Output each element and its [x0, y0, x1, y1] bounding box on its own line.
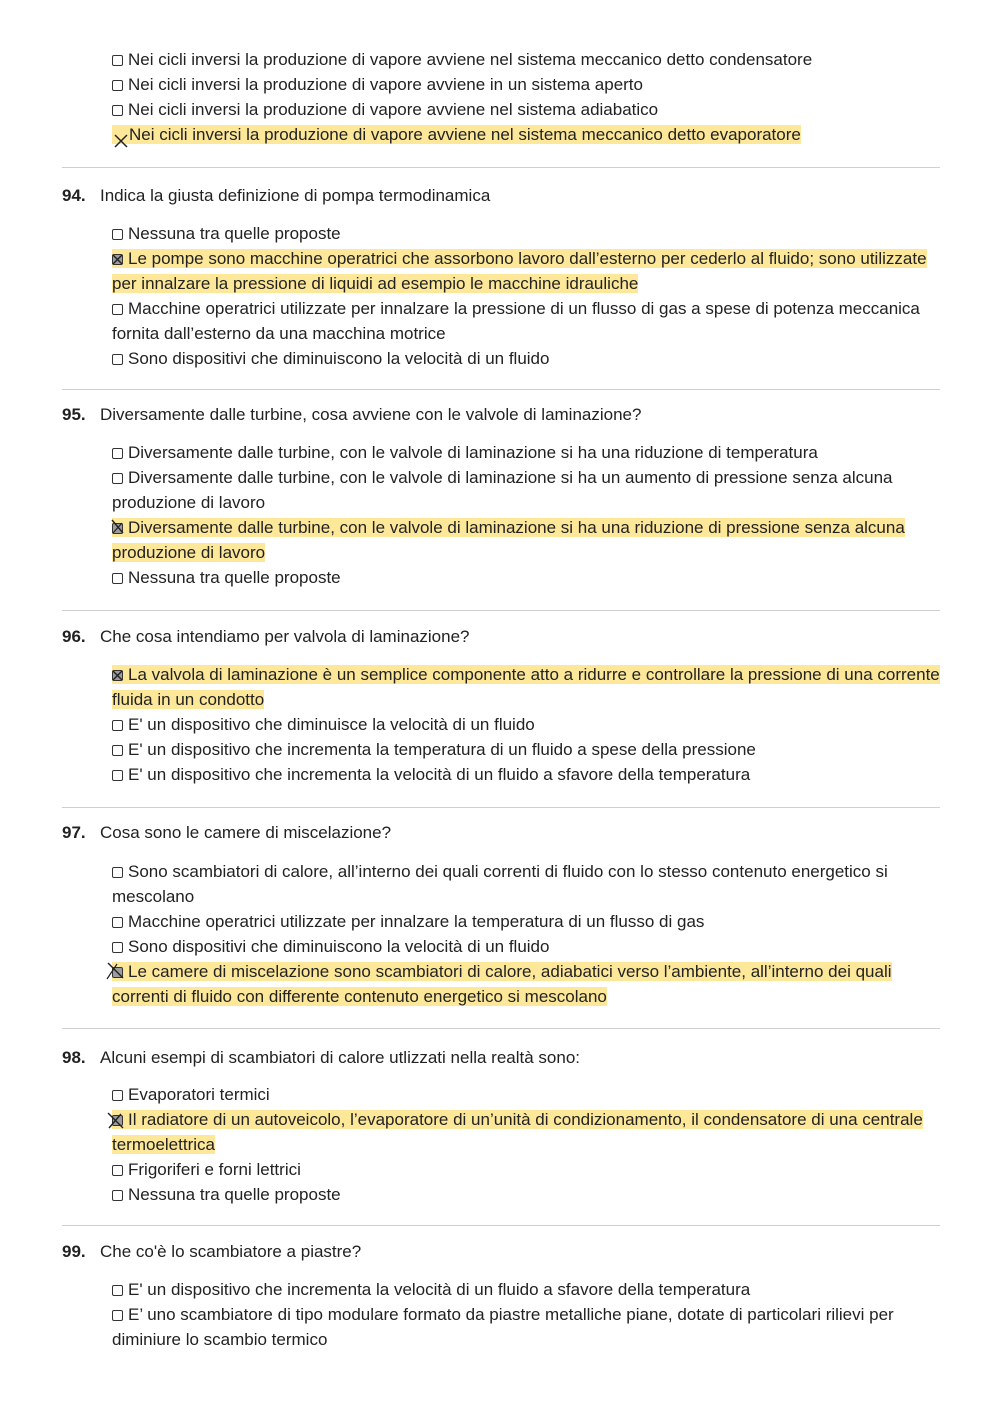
- question-text: Cosa sono le camere di miscelazione?: [100, 823, 392, 842]
- answer-option[interactable]: [112, 712, 942, 737]
- cross-mark-icon: [112, 128, 129, 145]
- option-text: E' un dispositivo che incrementa la velocità di un fluido a sfavore della temperatura: [128, 1280, 751, 1299]
- divider: [62, 807, 940, 808]
- answer-option[interactable]: [112, 97, 942, 122]
- checkbox-icon: [112, 354, 123, 365]
- checkbox-icon: [112, 229, 123, 240]
- divider: [62, 1028, 940, 1029]
- question-heading: [62, 822, 391, 844]
- checkbox-icon: [112, 720, 123, 731]
- checkbox-icon: [112, 304, 123, 315]
- checkbox-icon: [112, 1190, 123, 1201]
- question-number: 94.: [62, 186, 86, 205]
- option-text: Diversamente dalle turbine, con le valvole di laminazione si ha una riduzione di pressione senza alcuna produzione di lavoro: [112, 518, 905, 562]
- checkbox-icon: [112, 105, 123, 116]
- checkbox-icon: [112, 80, 123, 91]
- checkbox-icon: [112, 55, 123, 66]
- answer-option[interactable]: [112, 1182, 942, 1207]
- answer-option[interactable]: [112, 296, 942, 346]
- question-heading: [62, 1047, 580, 1069]
- checkbox-icon: [112, 448, 123, 459]
- option-text: Il radiatore di un autoveicolo, l’evaporatore di un’unità di condizionamento, il condensatore di una centrale termoelettrica: [112, 1110, 923, 1154]
- option-list: [112, 662, 942, 787]
- checkbox-icon: [112, 770, 123, 781]
- answer-option[interactable]: [112, 762, 942, 787]
- checkbox-icon: [112, 745, 123, 756]
- option-list: [112, 1082, 942, 1207]
- question-heading: [62, 185, 490, 207]
- selected-answer-option[interactable]: [112, 1107, 942, 1157]
- option-list: [112, 47, 942, 147]
- question-number: 95.: [62, 405, 86, 424]
- checkbox-icon: [112, 573, 123, 584]
- checkbox-icon: [112, 1310, 123, 1321]
- divider: [62, 1225, 940, 1226]
- selected-answer-option[interactable]: [112, 246, 942, 296]
- answer-option[interactable]: [112, 346, 942, 371]
- selected-answer-option[interactable]: [112, 122, 942, 147]
- option-text: Diversamente dalle turbine, con le valvole di laminazione si ha una riduzione di temperatura: [128, 443, 818, 462]
- divider: [62, 167, 940, 168]
- checked-box-icon: [112, 523, 123, 534]
- answer-option[interactable]: [112, 1302, 942, 1352]
- selected-answer-option[interactable]: [112, 959, 942, 1009]
- answer-option[interactable]: [112, 440, 942, 465]
- answer-option[interactable]: [112, 1277, 942, 1302]
- option-list: [112, 440, 942, 590]
- option-text: Diversamente dalle turbine, con le valvole di laminazione si ha un aumento di pressione senza alcuna produzione di lavoro: [112, 468, 893, 512]
- answer-option[interactable]: [112, 909, 942, 934]
- option-text: E' un dispositivo che incrementa la velocità di un fluido a sfavore della temperatura: [128, 765, 751, 784]
- option-text: Evaporatori termici: [128, 1085, 270, 1104]
- option-list: [112, 859, 942, 1009]
- answer-option[interactable]: [112, 565, 942, 590]
- answer-option[interactable]: [112, 465, 942, 515]
- answer-option[interactable]: [112, 72, 942, 97]
- option-text: E’ uno scambiatore di tipo modulare formato da piastre metalliche piane, dotate di particolari rilievi per diminiure lo scambio termico: [112, 1305, 894, 1349]
- option-text: Nei cicli inversi la produzione di vapore avviene nel sistema meccanico detto evaporatore: [129, 125, 801, 144]
- checkbox-icon: [112, 867, 123, 878]
- checked-box-icon: [112, 1115, 123, 1126]
- question-number: 98.: [62, 1048, 86, 1067]
- option-list: [112, 1277, 942, 1352]
- answer-option[interactable]: [112, 859, 942, 909]
- option-text: Nessuna tra quelle proposte: [128, 568, 341, 587]
- answer-option[interactable]: [112, 1082, 942, 1107]
- answer-option[interactable]: [112, 221, 942, 246]
- checked-box-icon: [112, 967, 123, 978]
- checkbox-icon: [112, 942, 123, 953]
- checked-box-icon: [112, 670, 123, 681]
- checkbox-icon: [112, 917, 123, 928]
- answer-option[interactable]: [112, 934, 942, 959]
- option-text: Nessuna tra quelle proposte: [128, 224, 341, 243]
- option-text: E' un dispositivo che incrementa la temperatura di un fluido a spese della pressione: [128, 740, 756, 759]
- question-heading: [62, 626, 470, 648]
- question-text: Che co'è lo scambiatore a piastre?: [100, 1242, 362, 1261]
- option-text: E' un dispositivo che diminuisce la velocità di un fluido: [128, 715, 535, 734]
- question-heading: [62, 1241, 361, 1263]
- question-text: Alcuni esempi di scambiatori di calore utlizzati nella realtà sono:: [100, 1048, 581, 1067]
- checkbox-icon: [112, 1285, 123, 1296]
- question-heading: [62, 404, 641, 426]
- option-text: Frigoriferi e forni lettrici: [128, 1160, 301, 1179]
- checkbox-icon: [112, 1165, 123, 1176]
- checkbox-icon: [112, 473, 123, 484]
- checkbox-icon: [112, 1090, 123, 1101]
- answer-option[interactable]: [112, 47, 942, 72]
- selected-answer-option[interactable]: [112, 662, 942, 712]
- option-text: Nei cicli inversi la produzione di vapore avviene nel sistema meccanico detto condensatore: [128, 50, 813, 69]
- question-number: 96.: [62, 627, 86, 646]
- question-text: Indica la giusta definizione di pompa termodinamica: [100, 186, 491, 205]
- question-text: Diversamente dalle turbine, cosa avviene con le valvole di laminazione?: [100, 405, 642, 424]
- option-text: Le pompe sono macchine operatrici che assorbono lavoro dall’esterno per cederlo al fluido; sono utilizzate per innalzare la pressione di liquidi ad esempio le macchine idrauliche: [112, 249, 927, 293]
- option-text: Sono dispositivi che diminuiscono la velocità di un fluido: [128, 937, 550, 956]
- option-text: Sono scambiatori di calore, all’interno dei quali correnti di fluido con lo stesso contenuto energetico si mescolano: [112, 862, 888, 906]
- option-list: [112, 221, 942, 371]
- divider: [62, 389, 940, 390]
- checked-box-icon: [112, 254, 123, 265]
- option-text: Macchine operatrici utilizzate per innalzare la temperatura di un flusso di gas: [128, 912, 705, 931]
- question-text: Che cosa intendiamo per valvola di laminazione?: [100, 627, 470, 646]
- answer-option[interactable]: [112, 1157, 942, 1182]
- option-text: Le camere di miscelazione sono scambiatori di calore, adiabatici verso l’ambiente, all’interno dei quali correnti di fluido con differente contenuto energetico si mescolano: [112, 962, 892, 1006]
- divider: [62, 610, 940, 611]
- question-number: 97.: [62, 823, 86, 842]
- selected-answer-option[interactable]: [112, 515, 942, 565]
- option-text: Nei cicli inversi la produzione di vapore avviene nel sistema adiabatico: [128, 100, 659, 119]
- question-number: 99.: [62, 1242, 86, 1261]
- option-text: Nessuna tra quelle proposte: [128, 1185, 341, 1204]
- option-text: Macchine operatrici utilizzate per innalzare la pressione di un flusso di gas a spese di potenza meccanica fornita dall’esterno da una macchina motrice: [112, 299, 920, 343]
- option-text: La valvola di laminazione è un semplice componente atto a ridurre e controllare la pressione di una corrente fluida in un condotto: [112, 665, 940, 709]
- option-text: Nei cicli inversi la produzione di vapore avviene in un sistema aperto: [128, 75, 643, 94]
- answer-option[interactable]: [112, 737, 942, 762]
- option-text: Sono dispositivi che diminuiscono la velocità di un fluido: [128, 349, 550, 368]
